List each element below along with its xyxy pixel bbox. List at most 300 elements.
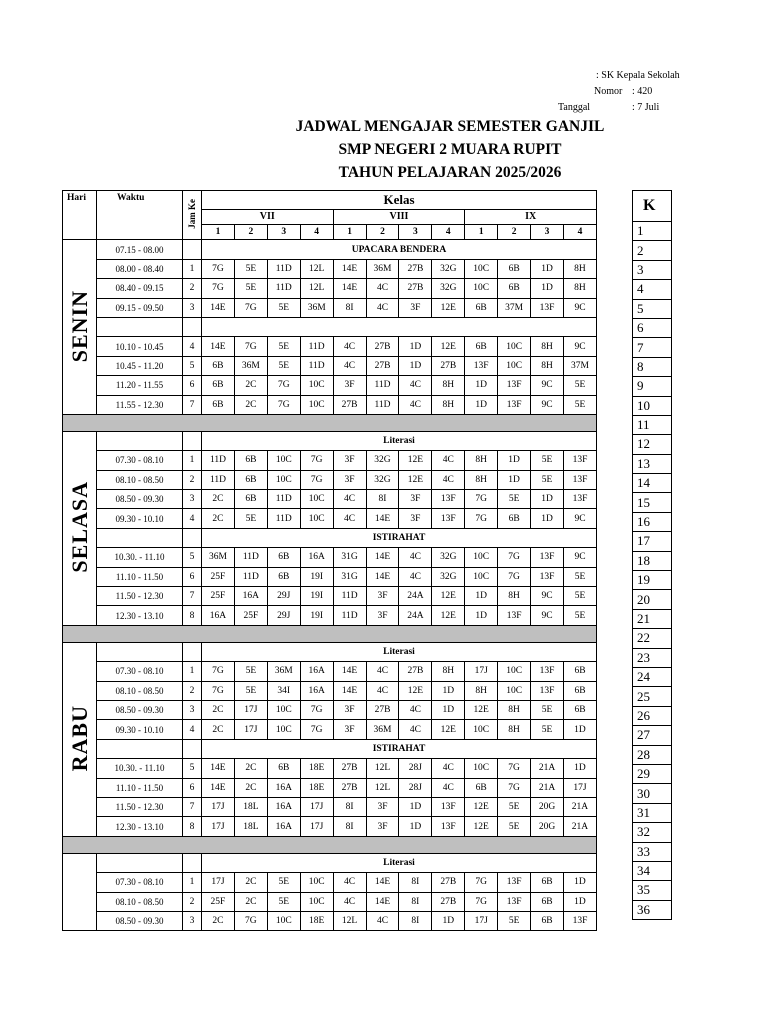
teacher-code-cell: 13F: [432, 490, 465, 509]
teacher-code-cell: 27B: [333, 778, 366, 797]
grade-group: VII: [202, 210, 334, 225]
class-number: 4: [300, 225, 333, 240]
teacher-code-cell: 6B: [563, 700, 596, 719]
teacher-code-cell: 9C: [563, 337, 596, 356]
teacher-code-cell: 17J: [465, 662, 498, 681]
side-number: 7: [633, 338, 672, 357]
day-cell: [63, 642, 97, 836]
teacher-code-cell: 3F: [333, 700, 366, 719]
teacher-code-cell: 10C: [465, 759, 498, 778]
teacher-code-cell: 4C: [366, 662, 399, 681]
side-row: [633, 648, 672, 667]
teacher-code-cell: 10C: [300, 892, 333, 911]
class-number: 3: [267, 225, 300, 240]
separator-cell: [63, 836, 597, 853]
tanggal-value: : 7 Juli: [632, 102, 660, 113]
teacher-code-cell: 14E: [202, 298, 235, 317]
day-cell: [63, 240, 97, 415]
teacher-code-cell: 6B: [531, 911, 564, 930]
tanggal-value-clip: [632, 102, 660, 116]
jam-cell: 7: [183, 395, 202, 414]
teacher-code-cell: 7G: [267, 376, 300, 395]
teacher-code-cell: 5E: [563, 376, 596, 395]
teacher-code-cell: 4C: [399, 567, 432, 586]
jam-cell: 5: [183, 759, 202, 778]
schedule-row: [63, 548, 597, 567]
teacher-code-cell: 16A: [300, 681, 333, 700]
literasi-row: [63, 642, 597, 661]
teacher-code-cell: 3F: [399, 509, 432, 528]
schedule-row: [63, 509, 597, 528]
teacher-code-cell: 8I: [399, 873, 432, 892]
teacher-code-cell: 4C: [333, 490, 366, 509]
teacher-code-cell: 5E: [498, 797, 531, 816]
teacher-code-cell: 1D: [465, 587, 498, 606]
side-row: [633, 784, 672, 803]
teacher-code-cell: 8H: [563, 279, 596, 298]
teacher-code-cell: 17J: [465, 911, 498, 930]
jam-cell: [183, 642, 202, 661]
teacher-code-cell: 8H: [432, 395, 465, 414]
teacher-code-cell: 13F: [498, 892, 531, 911]
side-number: 19: [633, 571, 672, 590]
teacher-code-cell: 7G: [465, 892, 498, 911]
class-number: 3: [399, 225, 432, 240]
jam-cell: [183, 317, 202, 336]
teacher-code-cell: 27B: [432, 356, 465, 375]
teacher-code-cell: 14E: [333, 681, 366, 700]
side-row: [633, 415, 672, 434]
teacher-code-cell: 6B: [465, 337, 498, 356]
teacher-code-cell: 2C: [202, 490, 235, 509]
teacher-code-cell: 12L: [333, 911, 366, 930]
teacher-code-cell: 8I: [399, 892, 432, 911]
teacher-code-cell: 27B: [366, 700, 399, 719]
teacher-code-cell: 3F: [333, 451, 366, 470]
teacher-code-cell: 1D: [531, 490, 564, 509]
teacher-code-cell: 9C: [531, 376, 564, 395]
teacher-code-cell: 1D: [563, 759, 596, 778]
class-number: 2: [498, 225, 531, 240]
teacher-code-cell: 2C: [234, 873, 267, 892]
teacher-code-cell: 13F: [531, 298, 564, 317]
teacher-code-cell: 18E: [300, 778, 333, 797]
jam-cell: 6: [183, 567, 202, 586]
side-row: [633, 435, 672, 454]
time-cell: 08.10 - 08.50: [97, 681, 183, 700]
teacher-code-cell: 9C: [563, 548, 596, 567]
teacher-code-cell: 8H: [531, 337, 564, 356]
teacher-code-cell: 8I: [399, 911, 432, 930]
teacher-code-cell: 2C: [202, 720, 235, 739]
time-cell: 11.55 - 12.30: [97, 395, 183, 414]
teacher-code-cell: 17J: [300, 797, 333, 816]
side-number: 11: [633, 415, 672, 434]
time-cell: 10.30. - 11.10: [97, 759, 183, 778]
side-row: [633, 222, 672, 241]
teacher-code-cell: 10C: [267, 911, 300, 930]
side-row: [633, 590, 672, 609]
teacher-code-cell: 25F: [202, 567, 235, 586]
time-cell: 07.30 - 08.10: [97, 451, 183, 470]
teacher-code-cell: 13F: [563, 911, 596, 930]
side-header-row: [633, 191, 672, 222]
schedule-row: [63, 395, 597, 414]
teacher-code-cell: 10C: [465, 720, 498, 739]
jam-cell: 2: [183, 470, 202, 489]
side-number: 22: [633, 629, 672, 648]
teacher-code-cell: 16A: [267, 797, 300, 816]
jam-cell: 2: [183, 892, 202, 911]
teacher-code-cell: 1D: [465, 376, 498, 395]
schedule-row: [63, 451, 597, 470]
teacher-code-cell: 12E: [432, 587, 465, 606]
side-number: 16: [633, 512, 672, 531]
sk-line: [596, 70, 680, 84]
time-cell: 07.15 - 08.00: [97, 240, 183, 259]
side-row: [633, 551, 672, 570]
teacher-code-cell: 11D: [202, 451, 235, 470]
teacher-code-cell: 11D: [267, 509, 300, 528]
side-row: [633, 667, 672, 686]
teacher-code-cell: 10C: [300, 509, 333, 528]
jam-cell: 5: [183, 356, 202, 375]
teacher-code-cell: 11D: [366, 395, 399, 414]
teacher-code-cell: 4C: [333, 873, 366, 892]
teacher-code-cell: 6B: [267, 567, 300, 586]
teacher-code-cell: 19I: [300, 587, 333, 606]
teacher-code-cell: 1D: [531, 259, 564, 278]
title-line-3: TAHUN PELAJARAN 2025/2026: [338, 164, 562, 181]
teacher-code-cell: 13F: [531, 567, 564, 586]
schedule-row: [63, 797, 597, 816]
header-row: [63, 191, 597, 210]
teacher-code-cell: 7G: [465, 490, 498, 509]
side-number: 30: [633, 784, 672, 803]
teacher-code-cell: 7G: [498, 548, 531, 567]
jam-cell: 2: [183, 681, 202, 700]
teacher-code-cell: 32G: [432, 279, 465, 298]
time-cell: 11.10 - 11.50: [97, 778, 183, 797]
teacher-code-cell: 11D: [202, 470, 235, 489]
teacher-code-cell: 1D: [465, 606, 498, 625]
teacher-code-cell: 3F: [366, 817, 399, 836]
class-number: 4: [432, 225, 465, 240]
teacher-code-cell: 10C: [300, 873, 333, 892]
side-header: K: [633, 191, 672, 222]
time-cell: 08.50 - 09.30: [97, 700, 183, 719]
schedule-row: [63, 817, 597, 836]
teacher-code-cell: 1D: [432, 911, 465, 930]
teacher-code-cell: 6B: [234, 451, 267, 470]
teacher-code-cell: 16A: [300, 662, 333, 681]
schedule-row: [63, 662, 597, 681]
schedule-row: [63, 681, 597, 700]
teacher-code-cell: 34I: [267, 681, 300, 700]
side-number: 4: [633, 280, 672, 299]
teacher-code-cell: 9C: [531, 587, 564, 606]
teacher-code-cell: 16A: [267, 778, 300, 797]
event-label: ISTIRAHAT: [202, 739, 597, 758]
teacher-code-cell: 14E: [366, 873, 399, 892]
teacher-code-cell: 12E: [432, 606, 465, 625]
teacher-code-cell: 12E: [465, 817, 498, 836]
time-cell: 08.50 - 09.30: [97, 911, 183, 930]
teacher-code-cell: 16A: [202, 606, 235, 625]
teacher-code-cell: 1D: [498, 470, 531, 489]
teacher-code-cell: 12E: [399, 451, 432, 470]
teacher-code-cell: 1D: [399, 337, 432, 356]
teacher-code-cell: 31G: [333, 548, 366, 567]
teacher-code-cell: 1D: [563, 720, 596, 739]
teacher-code-cell: 10C: [465, 259, 498, 278]
time-cell: [97, 853, 183, 872]
teacher-code-cell: 4C: [432, 778, 465, 797]
teacher-code-cell: 19I: [300, 567, 333, 586]
class-number: 2: [366, 225, 399, 240]
side-row: [633, 609, 672, 628]
schedule-row: [63, 892, 597, 911]
time-cell: 11.50 - 12.30: [97, 587, 183, 606]
jam-cell: 1: [183, 873, 202, 892]
teacher-code-cell: 13F: [531, 681, 564, 700]
nomor-clip: [632, 86, 656, 100]
side-row: [633, 803, 672, 822]
side-number: 15: [633, 493, 672, 512]
side-row: [633, 357, 672, 376]
schedule-row: [63, 873, 597, 892]
teacher-code-cell: 4C: [432, 759, 465, 778]
teacher-code-cell: 11D: [333, 587, 366, 606]
time-cell: 12.30 - 13.10: [97, 817, 183, 836]
istirahat-row: [63, 739, 597, 758]
teacher-code-cell: 25F: [202, 587, 235, 606]
teacher-code-cell: 7G: [498, 759, 531, 778]
header-hari: Hari: [63, 191, 97, 240]
teacher-code-cell: 21A: [563, 797, 596, 816]
teacher-code-cell: 12L: [300, 279, 333, 298]
teacher-code-cell: 5E: [234, 259, 267, 278]
side-row: [633, 571, 672, 590]
teacher-code-cell: 36M: [234, 356, 267, 375]
teacher-code-cell: 13F: [563, 490, 596, 509]
jam-cell: 5: [183, 548, 202, 567]
teacher-code-cell: 4C: [399, 720, 432, 739]
tanggal-label: Tanggal: [558, 102, 591, 113]
teacher-code-cell: 7G: [300, 700, 333, 719]
teacher-code-cell: 17J: [234, 720, 267, 739]
teacher-code-cell: 4C: [399, 548, 432, 567]
teacher-code-cell: 4C: [333, 509, 366, 528]
teacher-code-cell: 6B: [465, 778, 498, 797]
side-number: 3: [633, 260, 672, 279]
teacher-code-cell: 7G: [202, 681, 235, 700]
teacher-code-cell: 14E: [333, 662, 366, 681]
schedule-row: [63, 470, 597, 489]
teacher-code-cell: 8I: [333, 797, 366, 816]
schedule-row: [63, 567, 597, 586]
teacher-code-cell: 5E: [531, 720, 564, 739]
schedule-row: [63, 911, 597, 930]
teacher-code-cell: 14E: [333, 259, 366, 278]
teacher-code-cell: 1D: [399, 817, 432, 836]
teacher-code-cell: 1D: [563, 873, 596, 892]
teacher-code-cell: 27B: [432, 873, 465, 892]
side-row: [633, 629, 672, 648]
side-number: 33: [633, 842, 672, 861]
teacher-code-cell: 6B: [234, 470, 267, 489]
jam-cell: 4: [183, 720, 202, 739]
teacher-code-cell: 7G: [202, 279, 235, 298]
teacher-code-cell: 2C: [202, 700, 235, 719]
teacher-code-cell: 1D: [531, 509, 564, 528]
teacher-code-cell: 3F: [366, 797, 399, 816]
teacher-code-cell: 10C: [267, 700, 300, 719]
teacher-code-cell: 4C: [366, 279, 399, 298]
teacher-code-cell: 9C: [531, 395, 564, 414]
side-row: [633, 396, 672, 415]
teacher-code-cell: 14E: [333, 279, 366, 298]
teacher-code-cell: 13F: [498, 376, 531, 395]
teacher-code-cell: 12E: [465, 797, 498, 816]
teacher-code-cell: 10C: [300, 376, 333, 395]
side-number: 28: [633, 745, 672, 764]
time-cell: 09.15 - 09.50: [97, 298, 183, 317]
day-cell: [63, 853, 97, 931]
side-number: 2: [633, 241, 672, 260]
teacher-code-cell: 11D: [300, 337, 333, 356]
day-separator: [63, 414, 597, 431]
day-cell: [63, 431, 97, 625]
teacher-code-cell: 11D: [300, 356, 333, 375]
teacher-code-cell: 28J: [399, 759, 432, 778]
teacher-code-cell: 11D: [333, 606, 366, 625]
event-label: Literasi: [202, 431, 597, 450]
teacher-code-cell: 3F: [366, 587, 399, 606]
class-number: 1: [202, 225, 235, 240]
side-row: [633, 280, 672, 299]
teacher-code-cell: 5E: [563, 587, 596, 606]
teacher-code-cell: 6B: [563, 681, 596, 700]
teacher-code-cell: 10C: [498, 337, 531, 356]
side-number: 23: [633, 648, 672, 667]
time-cell: 10.30. - 11.10: [97, 548, 183, 567]
teacher-code-cell: 7G: [498, 567, 531, 586]
teacher-code-cell: 37M: [498, 298, 531, 317]
literasi-row: [63, 431, 597, 450]
side-row: [633, 687, 672, 706]
title-line-1: JADWAL MENGAJAR SEMESTER GANJIL: [295, 118, 605, 135]
teacher-code-cell: 6B: [563, 662, 596, 681]
time-cell: 08.10 - 08.50: [97, 892, 183, 911]
teacher-code-cell: 14E: [366, 509, 399, 528]
side-row: [633, 745, 672, 764]
teacher-code-cell: 32G: [366, 470, 399, 489]
side-number: 12: [633, 435, 672, 454]
teacher-code-cell: 20G: [531, 797, 564, 816]
teacher-code-cell: 13F: [498, 873, 531, 892]
teacher-code-cell: 18L: [234, 797, 267, 816]
side-row: [633, 900, 672, 919]
teacher-code-cell: 17J: [234, 700, 267, 719]
teacher-code-cell: 1D: [531, 279, 564, 298]
teacher-code-cell: 8H: [465, 681, 498, 700]
class-number: 3: [531, 225, 564, 240]
teacher-code-cell: 11D: [234, 567, 267, 586]
event-label: ISTIRAHAT: [202, 528, 597, 547]
teacher-code-cell: 13F: [465, 356, 498, 375]
jam-cell: [183, 528, 202, 547]
teacher-code-cell: 6B: [267, 759, 300, 778]
teacher-code-cell: 10C: [267, 470, 300, 489]
teacher-code-cell: 27B: [366, 356, 399, 375]
teacher-code-cell: 8H: [563, 259, 596, 278]
teacher-code-cell: 8H: [498, 587, 531, 606]
teacher-code-cell: 27B: [399, 279, 432, 298]
teacher-code-cell: 5E: [267, 873, 300, 892]
teacher-code-cell: 1D: [399, 797, 432, 816]
upacara-row: [63, 240, 597, 259]
teacher-code-cell: 7G: [234, 911, 267, 930]
side-row: [633, 318, 672, 337]
schedule-row: [63, 259, 597, 278]
teacher-code-cell: 17J: [202, 873, 235, 892]
jam-cell: [183, 431, 202, 450]
teacher-code-cell: 1D: [498, 451, 531, 470]
jam-cell: 3: [183, 490, 202, 509]
teacher-code-cell: 14E: [366, 548, 399, 567]
teacher-code-cell: 16A: [267, 817, 300, 836]
teacher-code-cell: 27B: [399, 259, 432, 278]
side-number-table: [632, 190, 672, 920]
teacher-code-cell: 6B: [531, 873, 564, 892]
class-number: 1: [333, 225, 366, 240]
teacher-code-cell: 4C: [333, 356, 366, 375]
jam-cell: 8: [183, 817, 202, 836]
teacher-code-cell: 10C: [300, 490, 333, 509]
teacher-code-cell: 5E: [267, 298, 300, 317]
teacher-code-cell: 11D: [267, 279, 300, 298]
teacher-code-cell: 3F: [399, 298, 432, 317]
teacher-code-cell: 32G: [432, 567, 465, 586]
jam-cell: 3: [183, 298, 202, 317]
header-waktu: Waktu: [97, 191, 183, 240]
empty-span: [202, 317, 597, 336]
teacher-code-cell: 36M: [202, 548, 235, 567]
side-number: 36: [633, 900, 672, 919]
teacher-code-cell: 10C: [300, 395, 333, 414]
teacher-code-cell: 5E: [563, 395, 596, 414]
teacher-code-cell: 5E: [531, 470, 564, 489]
time-cell: 07.30 - 08.10: [97, 873, 183, 892]
side-row: [633, 512, 672, 531]
teacher-code-cell: 13F: [498, 606, 531, 625]
side-number: 32: [633, 823, 672, 842]
side-row: [633, 842, 672, 861]
teacher-code-cell: 5E: [234, 662, 267, 681]
jam-cell: [183, 240, 202, 259]
header-kelas: Kelas: [202, 191, 597, 210]
side-number: 21: [633, 609, 672, 628]
event-label: Literasi: [202, 853, 597, 872]
side-row: [633, 881, 672, 900]
teacher-code-cell: 3F: [366, 606, 399, 625]
event-label: UPACARA BENDERA: [202, 240, 597, 259]
nomor-label: Nomor: [594, 86, 623, 97]
side-number: 17: [633, 532, 672, 551]
teacher-code-cell: 17J: [202, 797, 235, 816]
teacher-code-cell: 6B: [202, 395, 235, 414]
